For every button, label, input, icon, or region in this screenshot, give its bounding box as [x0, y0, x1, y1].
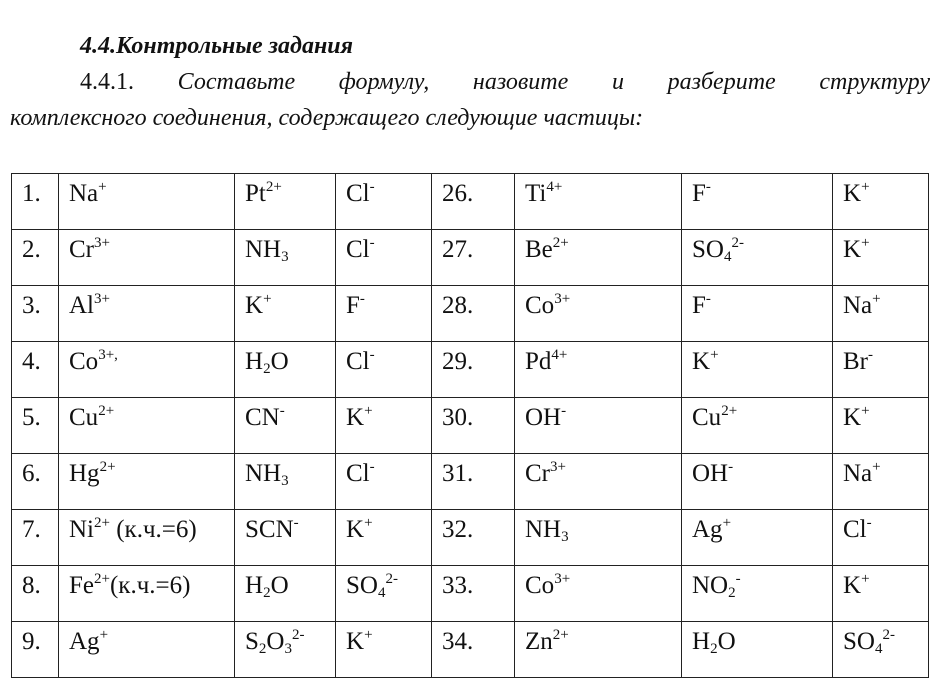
particle-cell: $Cu^{2+}$ [59, 398, 235, 454]
particle-cell: K+ [336, 510, 432, 566]
table-row [12, 342, 929, 398]
task-number-cell: 30. [432, 398, 515, 454]
task-number-cell: 1. [12, 174, 59, 230]
particle-cell: OH- [682, 454, 833, 510]
particle-cell: K+ [833, 566, 929, 622]
particle-cell: Br- [833, 342, 929, 398]
particle-cell: K+ [833, 398, 929, 454]
task-number-cell: 7. [12, 510, 59, 566]
particle-cell: Ag+ [682, 510, 833, 566]
particle-cell: K+ [235, 286, 336, 342]
particle-cell: F- [682, 174, 833, 230]
particle-cell: $Fe^{2+}(к.ч.=6)$ [59, 566, 235, 622]
task-number: 4.4.1. [80, 69, 134, 95]
particle-cell: $NH_3$ [515, 510, 682, 566]
particle-cell: Cl- [336, 174, 432, 230]
particles-table-body [12, 174, 929, 678]
particle-cell: $NO_2^-$ [682, 566, 833, 622]
particle-cell: $SO_4^{2-}$ [833, 622, 929, 678]
task-statement-line1 [80, 66, 930, 98]
particle-cell: $Hg^{2+}$ [59, 454, 235, 510]
particle-cell: K+ [682, 342, 833, 398]
particle-cell: F- [336, 286, 432, 342]
table-row [12, 454, 929, 510]
task-number-cell: 3. [12, 286, 59, 342]
task-number-cell: 28. [432, 286, 515, 342]
table-row [12, 398, 929, 454]
particle-cell: $H_2O$ [682, 622, 833, 678]
task-number-cell: 33. [432, 566, 515, 622]
table-row [12, 174, 929, 230]
task-number-cell: 31. [432, 454, 515, 510]
task-number-cell: 8. [12, 566, 59, 622]
task-number-cell: 32. [432, 510, 515, 566]
table-row [12, 622, 929, 678]
particle-cell: $Al^{3+}$ [59, 286, 235, 342]
particle-cell: $Co^{3+,}$ [59, 342, 235, 398]
particle-cell: $Ti^{4+}$ [515, 174, 682, 230]
task-number-cell: 29. [432, 342, 515, 398]
particle-cell: Na+ [59, 174, 235, 230]
task-text-line2: комплексного соединения, содержащего следующие частицы: [10, 105, 644, 131]
particle-cell: Na+ [833, 286, 929, 342]
particle-cell: OH- [515, 398, 682, 454]
particle-cell: $Zn^{2+}$ [515, 622, 682, 678]
particle-cell: $SO_4^{2-}$ [682, 230, 833, 286]
task-text-line1: Составьте формулу, назовите и разберите структуру [177, 69, 930, 95]
table-row [12, 286, 929, 342]
particle-cell: $Cr^{3+}$ [59, 230, 235, 286]
table-row [12, 566, 929, 622]
task-number-cell: 26. [432, 174, 515, 230]
task-number-cell: 6. [12, 454, 59, 510]
task-number-cell: 9. [12, 622, 59, 678]
particle-cell: K+ [833, 230, 929, 286]
particle-cell: $Be^{2+}$ [515, 230, 682, 286]
particle-cell: $Cu^{2+}$ [682, 398, 833, 454]
particle-cell: CN- [235, 398, 336, 454]
particle-cell: Cl- [833, 510, 929, 566]
particle-cell: SCN- [235, 510, 336, 566]
task-number-cell: 5. [12, 398, 59, 454]
task-number-cell: 34. [432, 622, 515, 678]
particle-cell: $Cr^{3+}$ [515, 454, 682, 510]
section-heading: 4.4.Контрольные задания [80, 33, 353, 59]
particle-cell: Cl- [336, 454, 432, 510]
particle-cell: $S_2O_3^{2-}$ [235, 622, 336, 678]
particle-cell: $Ni^{2+}$ (к.ч.=6) [59, 510, 235, 566]
table-row [12, 510, 929, 566]
particle-cell: K+ [336, 398, 432, 454]
particle-cell: K+ [336, 622, 432, 678]
particle-cell: Cl- [336, 342, 432, 398]
task-number-cell: 2. [12, 230, 59, 286]
particle-cell: K+ [833, 174, 929, 230]
particle-cell: $NH_3$ [235, 454, 336, 510]
particle-cell: $Co^{3+}$ [515, 566, 682, 622]
table-row [12, 230, 929, 286]
particle-cell: $NH_3$ [235, 230, 336, 286]
particle-cell: $H_2O$ [235, 566, 336, 622]
particle-cell: F- [682, 286, 833, 342]
particle-cell: $Pd^{4+}$ [515, 342, 682, 398]
particles-table [11, 173, 929, 678]
particle-cell: $Co^{3+}$ [515, 286, 682, 342]
task-number-cell: 4. [12, 342, 59, 398]
particle-cell: $SO_4^{2-}$ [336, 566, 432, 622]
particle-cell: $H_2O$ [235, 342, 336, 398]
particle-cell: Cl- [336, 230, 432, 286]
particle-cell: Ag+ [59, 622, 235, 678]
particle-cell: Na+ [833, 454, 929, 510]
task-number-cell: 27. [432, 230, 515, 286]
particle-cell: $Pt^{2+}$ [235, 174, 336, 230]
